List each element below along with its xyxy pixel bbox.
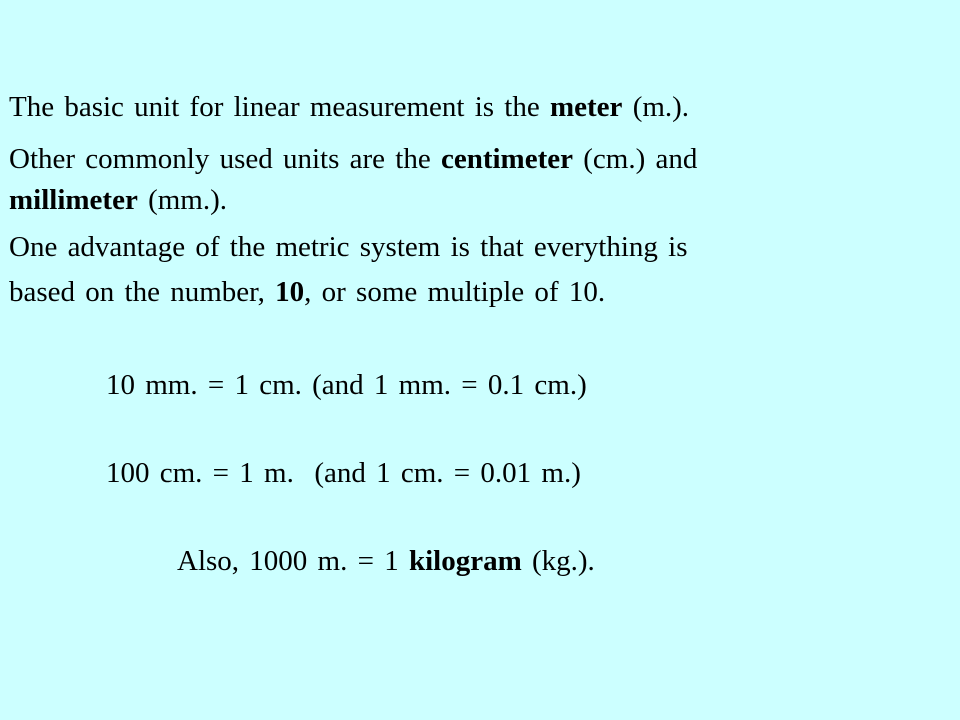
term-meter: meter — [550, 91, 623, 123]
conversion-kg — [177, 543, 595, 579]
text-segment: , or some multiple of 10. — [304, 276, 606, 308]
text-segment: Also, 1000 m. = 1 — [177, 545, 409, 577]
paragraph1-line3 — [9, 182, 227, 218]
text-segment: (m.). — [622, 91, 690, 123]
paragraph2-line2 — [9, 274, 605, 310]
text-segment: (mm.). — [137, 184, 228, 216]
text-segment: 10 mm. = 1 cm. (and 1 mm. = 0.1 cm.) — [106, 369, 587, 401]
text-segment: (cm.) and — [572, 143, 698, 175]
text-segment: 100 cm. = 1 m. (and 1 cm. = 0.01 m.) — [106, 457, 581, 489]
text-segment: (kg.). — [521, 545, 595, 577]
conversion-cm-m — [106, 455, 581, 491]
paragraph1-line1 — [9, 89, 689, 125]
text-segment: Other commonly used units are the — [9, 143, 441, 175]
text-segment: based on the number, — [9, 276, 276, 308]
number-ten: 10 — [275, 276, 305, 308]
text-segment: One advantage of the metric system is that everything is — [9, 231, 688, 263]
paragraph1-line2 — [9, 141, 697, 177]
text-segment: The basic unit for linear measurement is the — [9, 91, 550, 123]
term-millimeter: millimeter — [9, 184, 138, 216]
conversion-mm-cm — [106, 367, 587, 403]
term-centimeter: centimeter — [440, 143, 573, 175]
paragraph2-line1 — [9, 229, 688, 265]
term-kilogram: kilogram — [408, 545, 522, 577]
